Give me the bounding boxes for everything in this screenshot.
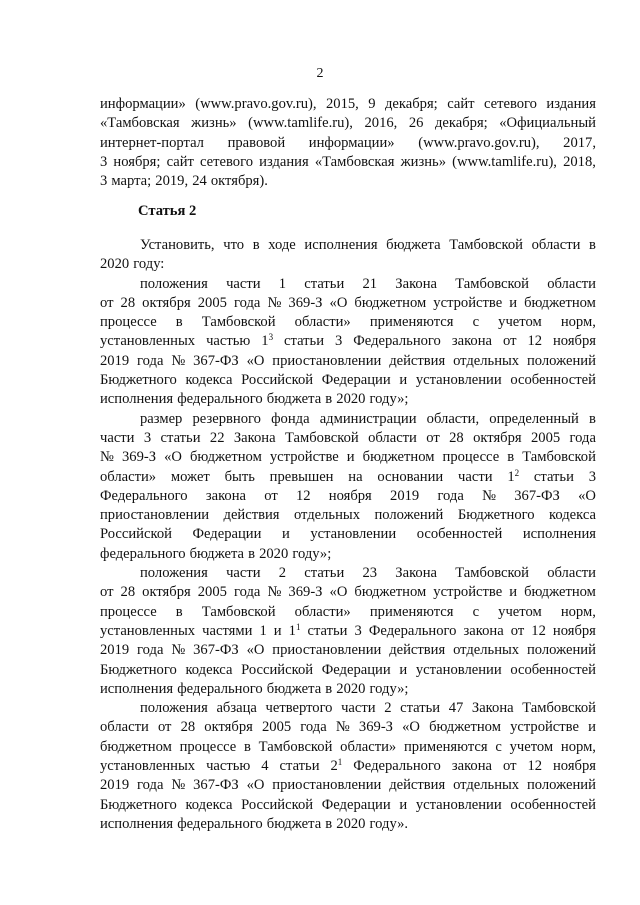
intro-paragraph <box>100 95 596 191</box>
text-line: от 28 октября 2005 года № 369-З «О бюджетном устройстве и бюджетном <box>100 584 596 601</box>
text-line: 2020 году: <box>100 256 165 273</box>
text-line: Установить, что в ходе исполнения бюджета Тамбовской области в <box>140 237 596 253</box>
paragraph <box>100 699 596 834</box>
text-line: исполнения федерального бюджета в 2020 году»; <box>100 391 409 408</box>
text-line: установленных частью 4 статьи $2^1$ Федерального закона от 12 ноября <box>100 757 596 775</box>
text-line: процессе в Тамбовской области» применяются с учетом норм, <box>100 603 596 620</box>
text-line: Бюджетного кодекса Российской Федерации и установлении особенностей <box>100 796 596 813</box>
text-line: 2019 года № 367-ФЗ «О приостановлении действия отдельных положений <box>100 777 596 794</box>
text-line: области» может быть превышен на основании части $1^2$ статьи 3 <box>100 467 596 485</box>
text-line: 3 ноября; сайт сетевого издания «Тамбовская жизнь» (www.tamlife.ru), 2018, <box>100 153 596 170</box>
text-line: положения части 2 статьи 23 Закона Тамбовской области <box>140 565 596 582</box>
text-line: Российской Федерации и установлении особенностей исполнения <box>100 526 596 543</box>
text-line: интернет-портал правовой информации» (www.pravo.gov.ru), 2017, <box>100 134 596 151</box>
text-line: бюджетном процессе в Тамбовской области» применяются с учетом норм, <box>100 738 596 755</box>
paragraph <box>100 275 596 410</box>
text-line: положения абзаца четвертого части 2 статьи 47 Закона Тамбовской <box>140 700 596 717</box>
text-line: № 369-З «О бюджетном устройстве и бюджетном процессе в Тамбовской <box>100 449 596 466</box>
text-line: исполнения федерального бюджета в 2020 году»; <box>100 680 409 697</box>
text-line: федерального бюджета в 2020 году»; <box>100 545 332 562</box>
text-line: от 28 октября 2005 года № 369-З «О бюджетном устройстве и бюджетном <box>100 294 596 311</box>
text-line: Бюджетного кодекса Российской Федерации и установлении особенностей <box>100 661 596 678</box>
text-line: приостановлении действия отдельных положений Бюджетного кодекса <box>100 507 596 524</box>
paragraph <box>100 410 596 564</box>
text-line: процессе в Тамбовской области» применяются с учетом норм, <box>100 314 596 331</box>
text-line: 2019 года № 367-ФЗ «О приостановлении действия отдельных положений <box>100 642 596 659</box>
text-line: 2019 года № 367-ФЗ «О приостановлении действия отдельных положений <box>100 352 596 369</box>
article-body <box>100 236 596 834</box>
text-line: положения части 1 статьи 21 Закона Тамбовской области <box>140 275 596 292</box>
text-line: установленных частью $1^3$ статьи 3 Федерального закона от 12 ноября <box>100 332 596 350</box>
paragraph <box>100 236 596 275</box>
text-line: исполнения федерального бюджета в 2020 году». <box>100 815 409 832</box>
paragraph <box>100 564 596 699</box>
text-line: 3 марта; 2019, 24 октября). <box>100 173 268 190</box>
text-line: установленных частями 1 и $1^1$ статьи 3 Федерального закона от 12 ноября <box>100 621 596 639</box>
page-number: 2 <box>316 66 324 81</box>
text-line: «Тамбовская жизнь» (www.tamlife.ru), 2016, 26 декабря; «Официальный <box>100 115 596 132</box>
text-line: Федерального закона от 12 ноября 2019 года № 367-ФЗ «О <box>100 487 596 504</box>
text-line: области от 28 октября 2005 года № 369-З «О бюджетном устройстве и <box>100 719 596 736</box>
text-line: информации» (www.pravo.gov.ru), 2015, 9 декабря; сайт сетевого издания <box>100 96 596 112</box>
text-line: Бюджетного кодекса Российской Федерации и установлении особенностей <box>100 372 596 389</box>
text-line: части 3 статьи 22 Закона Тамбовской области от 28 октября 2005 года <box>100 429 596 446</box>
article-heading: Статья 2 <box>138 203 197 219</box>
text-line: размер резервного фонда администрации области, определенный в <box>140 410 596 427</box>
